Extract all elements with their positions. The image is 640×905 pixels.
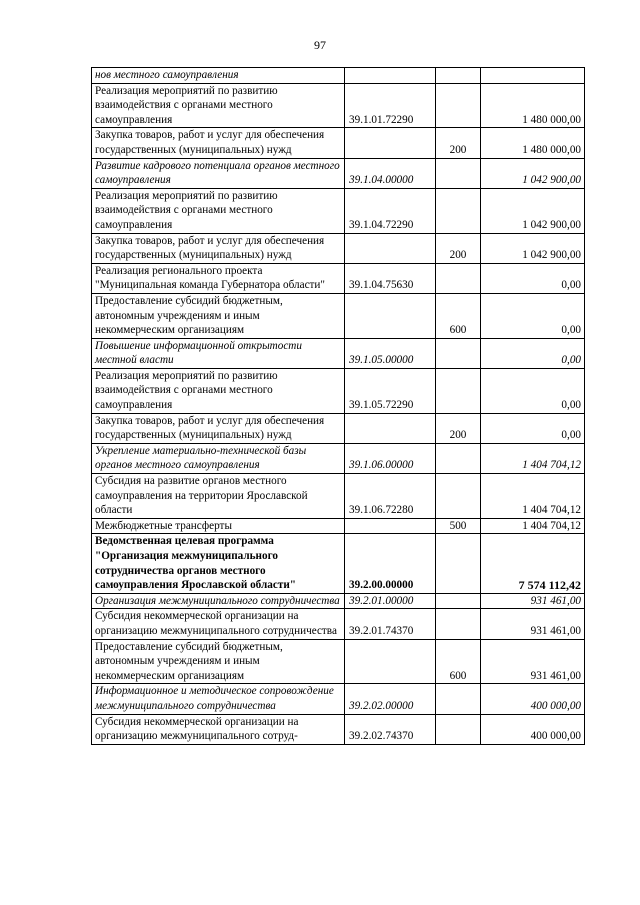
target-code-cell <box>345 293 436 338</box>
table-row <box>92 518 585 534</box>
expense-type-cell <box>436 474 481 519</box>
amount-cell: 1 042 900,00 <box>481 233 585 263</box>
target-code-cell <box>345 128 436 158</box>
target-code-cell <box>345 518 436 534</box>
table-row <box>92 293 585 338</box>
target-code-cell: 39.1.05.72290 <box>345 368 436 413</box>
amount-cell: 1 042 900,00 <box>481 158 585 188</box>
amount-cell: 1 404 704,12 <box>481 474 585 519</box>
target-code-cell: 39.1.04.72290 <box>345 188 436 233</box>
item-name-cell: Закупка товаров, работ и услуг для обеспечения государственных (муниципальных) нужд <box>92 128 345 158</box>
amount-cell: 931 461,00 <box>481 609 585 639</box>
item-name-cell: Субсидия на развитие органов местного самоуправления на территории Ярославской области <box>92 474 345 519</box>
item-name-cell: Реализация регионального проекта "Муниципальная команда Губернатора области" <box>92 263 345 293</box>
amount-cell: 931 461,00 <box>481 593 585 609</box>
expense-type-cell <box>436 263 481 293</box>
expense-type-cell: 600 <box>436 293 481 338</box>
target-code-cell: 39.1.06.00000 <box>345 443 436 473</box>
item-name-cell: Развитие кадрового потенциала органов местного самоуправления <box>92 158 345 188</box>
item-name-cell: Информационное и методическое сопровождение межмуниципального сотрудничества <box>92 684 345 714</box>
expense-type-cell: 200 <box>436 413 481 443</box>
amount-cell: 1 404 704,12 <box>481 443 585 473</box>
expense-type-cell: 600 <box>436 639 481 684</box>
target-code-cell: 39.2.01.00000 <box>345 593 436 609</box>
table-row <box>92 68 585 84</box>
table-row <box>92 263 585 293</box>
table-row <box>92 714 585 744</box>
table-row <box>92 368 585 413</box>
item-name-cell: Ведомственная целевая программа "Организация межмуниципального сотрудничества органов местного самоуправления Ярославской области" <box>92 534 345 593</box>
table-row <box>92 158 585 188</box>
amount-cell: 0,00 <box>481 413 585 443</box>
amount-cell: 931 461,00 <box>481 639 585 684</box>
table-row <box>92 639 585 684</box>
target-code-cell: 39.1.06.72280 <box>345 474 436 519</box>
target-code-cell: 39.2.01.74370 <box>345 609 436 639</box>
expense-type-cell <box>436 609 481 639</box>
item-name-cell: Реализация мероприятий по развитию взаимодействия с органами местного самоуправления <box>92 83 345 128</box>
expense-type-cell <box>436 83 481 128</box>
expense-type-cell <box>436 534 481 593</box>
expense-type-cell <box>436 593 481 609</box>
amount-cell: 0,00 <box>481 338 585 368</box>
table-row <box>92 233 585 263</box>
target-code-cell: 39.2.00.00000 <box>345 534 436 593</box>
expense-type-cell <box>436 684 481 714</box>
amount-cell: 400 000,00 <box>481 684 585 714</box>
expense-type-cell <box>436 443 481 473</box>
amount-cell: 0,00 <box>481 293 585 338</box>
table-row <box>92 128 585 158</box>
expense-type-cell: 500 <box>436 518 481 534</box>
table-row <box>92 609 585 639</box>
amount-cell: 0,00 <box>481 368 585 413</box>
expense-type-cell <box>436 368 481 413</box>
amount-cell: 1 480 000,00 <box>481 128 585 158</box>
target-code-cell <box>345 233 436 263</box>
target-code-cell: 39.2.02.74370 <box>345 714 436 744</box>
table-row <box>92 684 585 714</box>
table-row <box>92 338 585 368</box>
item-name-cell: Организация межмуниципального сотрудничества <box>92 593 345 609</box>
table-row <box>92 474 585 519</box>
target-code-cell <box>345 68 436 84</box>
item-name-cell: Субсидия некоммерческой организации на организацию межмуниципального сотрудничества <box>92 609 345 639</box>
item-name-cell: Предоставление субсидий бюджетным, автономным учреждениям и иным некоммерческим организациям <box>92 293 345 338</box>
target-code-cell: 39.1.05.00000 <box>345 338 436 368</box>
expense-type-cell <box>436 338 481 368</box>
amount-cell: 1 042 900,00 <box>481 188 585 233</box>
expense-type-cell <box>436 158 481 188</box>
item-name-cell: Укрепление материально-технической базы органов местного самоуправления <box>92 443 345 473</box>
item-name-cell: Межбюджетные трансферты <box>92 518 345 534</box>
target-code-cell <box>345 639 436 684</box>
budget-table-body <box>92 68 585 745</box>
table-row <box>92 188 585 233</box>
amount-cell: 400 000,00 <box>481 714 585 744</box>
table-row <box>92 83 585 128</box>
target-code-cell <box>345 413 436 443</box>
item-name-cell: Реализация мероприятий по развитию взаимодействия с органами местного самоуправления <box>92 368 345 413</box>
expense-type-cell: 200 <box>436 233 481 263</box>
item-name-cell: Субсидия некоммерческой организации на организацию межмуниципального сотруд- <box>92 714 345 744</box>
page-number: 97 <box>314 38 326 52</box>
amount-cell: 1 480 000,00 <box>481 83 585 128</box>
table-row <box>92 593 585 609</box>
item-name-cell: нов местного самоуправления <box>92 68 345 84</box>
expense-type-cell <box>436 714 481 744</box>
expense-type-cell <box>436 68 481 84</box>
target-code-cell: 39.1.01.72290 <box>345 83 436 128</box>
target-code-cell: 39.1.04.75630 <box>345 263 436 293</box>
table-row <box>92 443 585 473</box>
item-name-cell: Закупка товаров, работ и услуг для обеспечения государственных (муниципальных) нужд <box>92 413 345 443</box>
expense-type-cell <box>436 188 481 233</box>
expense-type-cell: 200 <box>436 128 481 158</box>
item-name-cell: Предоставление субсидий бюджетным, автономным учреждениям и иным некоммерческим организациям <box>92 639 345 684</box>
target-code-cell: 39.2.02.00000 <box>345 684 436 714</box>
budget-table <box>91 67 585 745</box>
amount-cell <box>481 68 585 84</box>
table-row <box>92 534 585 593</box>
amount-cell: 1 404 704,12 <box>481 518 585 534</box>
item-name-cell: Реализация мероприятий по развитию взаимодействия с органами местного самоуправления <box>92 188 345 233</box>
table-row <box>92 413 585 443</box>
item-name-cell: Закупка товаров, работ и услуг для обеспечения государственных (муниципальных) нужд <box>92 233 345 263</box>
target-code-cell: 39.1.04.00000 <box>345 158 436 188</box>
item-name-cell: Повышение информационной открытости местной власти <box>92 338 345 368</box>
amount-cell: 0,00 <box>481 263 585 293</box>
amount-cell: 7 574 112,42 <box>481 534 585 593</box>
